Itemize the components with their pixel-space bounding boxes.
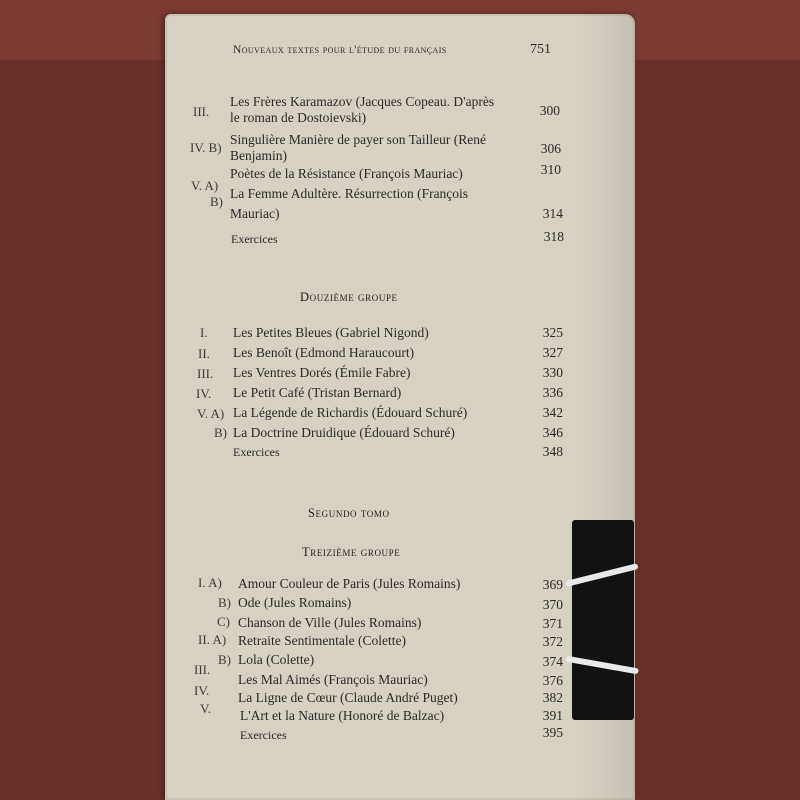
entry-page: 372: [542, 634, 563, 649]
entry-title: La Doctrine Druidique (Édouard Schuré): [233, 425, 455, 440]
entry-title: Ode (Jules Romains): [238, 595, 352, 610]
entry-title: Chanson de Ville (Jules Romains): [238, 615, 422, 630]
entry-title-cont: le roman de Dostoievski): [230, 110, 367, 125]
entry-title: Amour Couleur de Paris (Jules Romains): [238, 576, 461, 591]
entry-title: La Femme Adultère. Résurrection (François: [230, 186, 469, 201]
entry-roman: B): [210, 194, 223, 209]
entry-page: 382: [542, 690, 563, 705]
entry-page: 376: [542, 673, 563, 688]
entry-roman: B): [214, 425, 227, 440]
entry-page: 348: [542, 444, 563, 459]
entry-page: 371: [542, 616, 563, 631]
entry-title: Les Ventres Dorés (Émile Fabre): [233, 365, 411, 380]
entry-title: Les Petites Bleues (Gabriel Nigond): [233, 325, 429, 340]
entry-title: Singulière Manière de payer son Tailleur (René: [230, 132, 486, 147]
entry-roman: III.: [193, 104, 210, 119]
entry-roman: V. A): [197, 406, 225, 421]
entry-page: 346: [542, 425, 563, 440]
entry-title: Lola (Colette): [238, 652, 315, 667]
entry-title: Les Frères Karamazov (Jacques Copeau. D'après: [230, 94, 495, 109]
entry-roman: I. A): [198, 575, 222, 590]
entry-page: 395: [542, 725, 563, 740]
entry-roman: V.: [200, 701, 211, 716]
page-number: 751: [530, 42, 551, 57]
entry-page: 306: [540, 141, 561, 156]
entry-title: La Ligne de Cœur (Claude André Puget): [238, 690, 458, 705]
exercises-label: Exercices: [233, 445, 280, 459]
entry-title: Les Mal Aimés (François Mauriac): [238, 672, 428, 687]
group-heading: Treizième groupe: [302, 545, 401, 559]
tome-heading: Segundo tomo: [308, 506, 390, 520]
entry-page: 336: [542, 385, 563, 400]
entry-page: 327: [542, 345, 563, 360]
exercises-label: Exercices: [231, 232, 278, 246]
entry-page: 369: [542, 577, 563, 592]
entry-page: 330: [542, 365, 563, 380]
entry-title: Retraite Sentimentale (Colette): [238, 633, 406, 648]
entry-roman: II.: [198, 346, 210, 361]
entry-title: Les Benoît (Edmond Haraucourt): [233, 345, 415, 360]
entry-title: La Légende de Richardis (Édouard Schuré): [233, 405, 468, 420]
entry-page: 374: [542, 654, 563, 669]
entry-roman: III.: [197, 366, 214, 381]
entry-roman: B): [218, 595, 231, 610]
entry-page: 300: [539, 103, 560, 118]
entry-page: 325: [542, 325, 563, 340]
entry-roman: II. A): [198, 632, 227, 647]
entry-page: 310: [540, 162, 561, 177]
entry-roman: IV.: [194, 683, 210, 698]
entry-roman: I.: [200, 325, 208, 340]
entry-page: 318: [543, 229, 564, 244]
entry-title-cont: Benjamin): [230, 148, 287, 163]
entry-roman: III.: [194, 662, 211, 677]
group-heading: Douzième groupe: [300, 290, 398, 304]
exercises-label: Exercices: [240, 728, 287, 742]
entry-page: 342: [542, 405, 563, 420]
entry-page: 370: [542, 597, 563, 612]
running-header: Nouveaux textes pour l'étude du français: [233, 44, 447, 56]
binder-clip: [572, 668, 634, 720]
entry-page: 314: [542, 206, 563, 221]
entry-title: Poètes de la Résistance (François Mauriac): [230, 166, 463, 181]
entry-page: 391: [542, 708, 563, 723]
entry-roman: B): [218, 652, 231, 667]
entry-roman: IV.: [196, 386, 212, 401]
entry-roman: V. A): [191, 178, 219, 193]
entry-title-cont: Mauriac): [230, 206, 280, 221]
entry-title: Le Petit Café (Tristan Bernard): [233, 385, 402, 400]
entry-roman: C): [217, 614, 230, 629]
entry-roman: IV. B): [190, 140, 222, 155]
entry-title: L'Art et la Nature (Honoré de Balzac): [240, 708, 445, 723]
